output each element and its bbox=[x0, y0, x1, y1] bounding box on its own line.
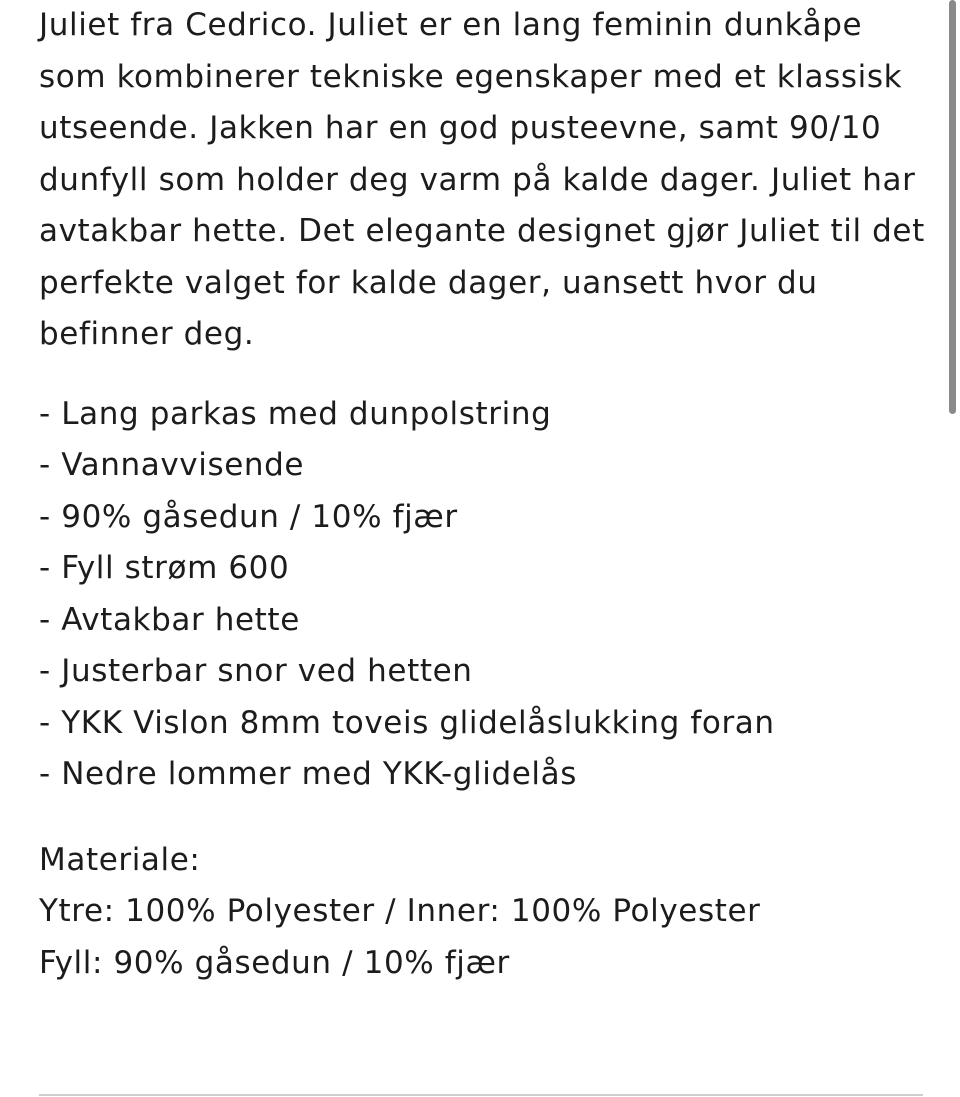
feature-item: - Justerbar snor ved hetten bbox=[39, 646, 929, 698]
product-description-section bbox=[39, 0, 929, 989]
material-section bbox=[39, 835, 929, 990]
scrollbar[interactable] bbox=[948, 0, 960, 1097]
feature-item: - Lang parkas med dunpolstring bbox=[39, 389, 929, 441]
feature-item: - Vannavvisende bbox=[39, 440, 929, 492]
feature-item: - 90% gåsedun / 10% fjær bbox=[39, 492, 929, 544]
scrollbar-thumb[interactable] bbox=[949, 0, 956, 414]
material-heading: Materiale: bbox=[39, 841, 201, 878]
material-fill: Fyll: 90% gåsedun / 10% fjær bbox=[39, 944, 510, 981]
feature-item: - Nedre lommer med YKK-glidelås bbox=[39, 749, 929, 801]
product-description: Juliet fra Cedrico. Juliet er en lang feminin dunkåpe som kombinerer tekniske egenskaper med et klassisk utseende. Jakken har en god pusteevne, samt 90/10 dunfyll som holder deg varm på kalde dager. Juliet har avtakbar hette. Det elegante designet gjør Juliet til det perfekte valget for kalde dager, uansett hvor du befinner deg. bbox=[39, 7, 925, 352]
feature-item: - Fyll strøm 600 bbox=[39, 543, 929, 595]
feature-item: - Avtakbar hette bbox=[39, 595, 929, 647]
feature-list bbox=[39, 389, 929, 801]
section-divider bbox=[39, 1094, 923, 1096]
feature-item: - YKK Vislon 8mm toveis glidelåslukking foran bbox=[39, 698, 929, 750]
material-outer-inner: Ytre: 100% Polyester / Inner: 100% Polyester bbox=[39, 893, 761, 929]
